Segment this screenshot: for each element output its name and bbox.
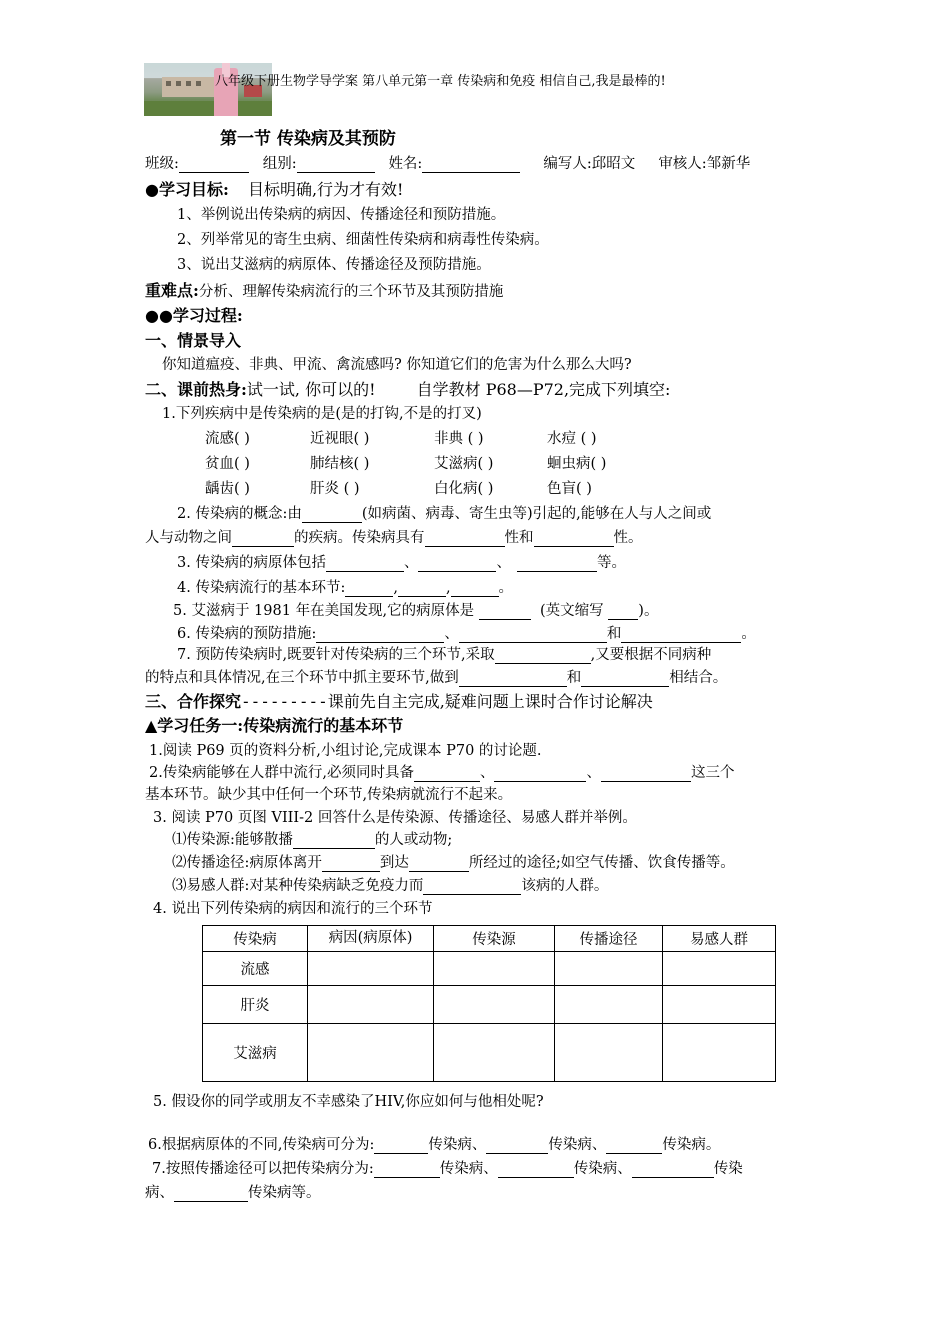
goal-item-3: 3、说出艾滋病的病原体、传播途径及预防措施。 (177, 257, 491, 273)
q2-text: 性。 (613, 530, 643, 546)
table-cell[interactable] (434, 986, 555, 1024)
section-2-heading: 二、课前热身: (145, 380, 247, 399)
disease-table (202, 925, 776, 1082)
q5-blank-1[interactable] (479, 605, 531, 620)
q7-line1 (177, 643, 711, 664)
table-cell[interactable] (663, 986, 776, 1024)
disease-item[interactable]: 龋齿( ) (205, 481, 250, 497)
table-cell[interactable] (434, 1024, 555, 1082)
goal-item-2: 2、列举常见的寄生虫病、细菌性传染病和病毒性传染病。 (177, 232, 549, 248)
q2-line1 (177, 502, 711, 523)
q7-text: 的特点和具体情况,在三个环节中抓主要环节,做到 (145, 670, 459, 686)
q7-text: 7. 预防传染病时,既要针对传染病的三个环节,采取 (177, 647, 495, 663)
disease-row (205, 452, 606, 473)
q7-line2: 的特点和具体情况,在三个环节中抓主要环节,做到 和 相结合。 (145, 670, 728, 686)
group-blank[interactable] (297, 158, 375, 173)
q6-blank-2[interactable] (459, 628, 607, 643)
p7-line2: 病、 传染病等。 (145, 1185, 321, 1201)
q4-blank-3[interactable] (451, 582, 499, 597)
table-header: 病因(病原体) (308, 926, 434, 952)
q7-text: 相结合。 (669, 670, 728, 686)
name-blank[interactable] (422, 158, 520, 173)
table-header: 传播途径 (555, 926, 663, 952)
table-row (203, 952, 776, 986)
task-1-heading: ▲学习任务一:传染病流行的基本环节 (145, 716, 404, 735)
table-cell[interactable] (308, 986, 434, 1024)
disease-row (205, 427, 597, 448)
info-line (145, 152, 750, 173)
name-label: 姓名: (388, 156, 423, 172)
q6-line: 6. 传染病的预防措施: 、 和 。 (177, 626, 756, 642)
q2-text: (如病菌、病毒、寄生虫等)引起的,能够在人与人之间或 (361, 506, 712, 522)
p1-text: 1.阅读 P69 页的资料分析,小组讨论,完成课本 P70 的讨论题. (149, 743, 542, 759)
p6-line: 6.根据病原体的不同,传染病可分为: 传染病、 传染病、 传染病。 (148, 1137, 721, 1153)
q3-blank-1[interactable] (326, 557, 404, 572)
q2-blank-3[interactable] (425, 532, 505, 547)
writer: 编写人:邱昭文 (543, 156, 636, 172)
p7-line1: 7.按照传播途径可以把传染病分为: 传染病、 传染病、 传染 (152, 1161, 743, 1177)
p7-blank-4[interactable] (174, 1187, 248, 1202)
q5-text: (英文缩写 (540, 603, 604, 619)
table-cell[interactable] (555, 1024, 663, 1082)
p7-blank-3[interactable] (632, 1163, 714, 1178)
table-row (203, 986, 776, 1024)
p2-text: 这三个 (690, 765, 735, 781)
class-blank[interactable] (179, 158, 249, 173)
p5-text: 5. 假设你的同学或朋友不幸感染了HIV,你应如何与他相处呢? (153, 1094, 544, 1110)
q3-text: 等。 (596, 555, 626, 571)
key-text: 分析、理解传染病流行的三个环节及其预防措施 (198, 284, 504, 300)
p4-text: 4. 说出下列传染病的病因和流行的三个环节 (153, 901, 433, 917)
q4-blank-1[interactable] (345, 582, 393, 597)
disease-item[interactable]: 艾滋病( ) (434, 456, 494, 472)
q7-text: ,又要根据不同病种 (590, 647, 712, 663)
disease-item[interactable]: 水痘 ( ) (547, 431, 597, 447)
q6-text: 6. 传染病的预防措施: (177, 626, 317, 642)
key-points (145, 278, 503, 301)
table-cell-disease: 肝炎 (203, 986, 308, 1024)
page-header: 八年级下册生物学导学案 第八单元第一章 传染病和免疫 相信自己,我是最棒的! (215, 74, 666, 89)
q4-blank-2[interactable] (398, 582, 446, 597)
disease-item[interactable]: 肝炎 ( ) (310, 481, 360, 497)
q3-text: 3. 传染病的病原体包括 (177, 555, 326, 571)
p2-blank-1[interactable] (414, 767, 480, 782)
table-cell[interactable] (434, 952, 555, 986)
reviewer: 审核人:邹新华 (658, 156, 751, 172)
process-heading: ●●学习过程: (145, 306, 243, 325)
goal-item-1: 1、举例说出传染病的病因、传播途径和预防措施。 (177, 207, 506, 223)
q4-line: 4. 传染病流行的基本环节: , , 。 (177, 580, 514, 596)
q4-text: 4. 传染病流行的基本环节: (177, 580, 346, 596)
goals-heading: ●学习目标: (145, 180, 229, 199)
table-cell[interactable] (555, 986, 663, 1024)
section-2-sub: 试一试, 你可以的! (246, 380, 376, 399)
q6-blank-3[interactable] (621, 628, 741, 643)
q6-blank-1[interactable] (316, 628, 444, 643)
table-cell-disease: 流感 (203, 952, 308, 986)
q1-text: 1.下列疾病中是传染病的是(是的打钩,不是的打叉) (162, 406, 482, 422)
key-label: 重难点: (145, 281, 199, 300)
section-3-text: 课前先自主完成,疑难问题上课时合作讨论解决 (327, 692, 653, 711)
q2-blank-1[interactable] (302, 508, 362, 523)
p3-text: 3. 阅读 P70 页图 VIII-2 回答什么是传染源、传播途径、易感人群并举例。 (153, 810, 637, 826)
disease-item[interactable]: 蛔虫病( ) (547, 456, 607, 472)
table-row (203, 1024, 776, 1082)
q7-blank-2[interactable] (459, 672, 567, 687)
q2-blank-2[interactable] (232, 532, 294, 547)
table-cell-disease: 艾滋病 (203, 1024, 308, 1082)
table-header-row (203, 926, 776, 952)
p6-blank-1[interactable] (374, 1139, 428, 1154)
q7-blank-3[interactable] (581, 672, 669, 687)
q2-text: 人与动物之间 (145, 530, 232, 546)
table-cell[interactable] (663, 952, 776, 986)
p6-blank-2[interactable] (486, 1139, 548, 1154)
table-cell[interactable] (308, 952, 434, 986)
goals-motto: 目标明确,行为才有效! (247, 180, 404, 199)
q2-text: 性和 (504, 530, 534, 546)
p3-3-line: ⑶易感人群:对某种传染病缺乏免疫力而 该病的人群。 (172, 878, 609, 894)
p3-2-blank-2[interactable] (409, 857, 469, 872)
group-label: 组别: (262, 156, 297, 172)
p2-text: 2.传染病能够在人群中流行,必须同时具备 (149, 765, 414, 781)
disease-row (205, 477, 592, 498)
q2-line2 (145, 526, 643, 547)
p2-blank-2[interactable] (494, 767, 586, 782)
p2-blank-3[interactable] (601, 767, 691, 782)
page-title: 第一节 传染病及其预防 (220, 129, 396, 149)
q2-text: 2. 传染病的概念:由 (177, 506, 302, 522)
section-2-heading-line (145, 377, 670, 400)
p7-blank-1[interactable] (374, 1163, 440, 1178)
section-1-text: 你知道瘟疫、非典、甲流、禽流感吗? 你知道它们的危害为什么那么大吗? (162, 357, 632, 373)
q5-text: )。 (638, 603, 659, 619)
p3-3-blank[interactable] (423, 880, 521, 895)
disease-item[interactable]: 非典 ( ) (434, 431, 484, 447)
disease-item[interactable]: 色盲( ) (547, 481, 592, 497)
p3-1-blank[interactable] (293, 834, 375, 849)
q5-line (173, 599, 658, 620)
table-cell[interactable] (308, 1024, 434, 1082)
q2-blank-4[interactable] (534, 532, 614, 547)
q5-blank-2[interactable] (608, 605, 638, 620)
disease-item[interactable]: 白化病( ) (434, 481, 494, 497)
disease-item[interactable]: 近视眼( ) (310, 431, 370, 447)
p7-blank-2[interactable] (498, 1163, 574, 1178)
disease-item[interactable]: 流感( ) (205, 431, 250, 447)
table-header: 传染源 (434, 926, 555, 952)
q2-text: 的疾病。传染病具有 (294, 530, 425, 546)
p3-2-blank-1[interactable] (322, 857, 380, 872)
p3-2-line: ⑵传播途径:病原体离开 到达 所经过的途径;如空气传播、饮食传播等。 (172, 855, 735, 871)
q3-blank-2[interactable] (418, 557, 496, 572)
q3-line: 3. 传染病的病原体包括 、 、 等。 (177, 555, 626, 571)
section-3-heading-line: 三、合作探究---------课前先自主完成,疑难问题上课时合作讨论解决 (145, 692, 653, 711)
disease-item[interactable]: 贫血( ) (205, 456, 250, 472)
section-2-task: 自学教材 P68—P72,完成下列填空: (416, 380, 671, 399)
table-cell[interactable] (555, 952, 663, 986)
table-header: 传染病 (203, 926, 308, 952)
section-3-heading: 三、合作探究 (145, 692, 242, 711)
q5-text: 5. 艾滋病于 1981 年在美国发现,它的病原体是 (173, 603, 475, 619)
goals-heading-line (145, 177, 404, 200)
q7-blank-1[interactable] (495, 649, 591, 664)
disease-item[interactable]: 肺结核( ) (310, 456, 370, 472)
p2-line2: 基本环节。缺少其中任何一个环节,传染病就流行不起来。 (145, 787, 513, 803)
p3-1-line: ⑴传染源:能够散播 的人或动物; (172, 832, 453, 848)
section-1-heading: 一、情景导入 (145, 331, 242, 350)
p6-blank-3[interactable] (606, 1139, 662, 1154)
q3-blank-3[interactable] (517, 557, 597, 572)
p2-line1: 2.传染病能够在人群中流行,必须同时具备 、 、 这三个 (149, 765, 735, 781)
table-header: 易感人群 (663, 926, 776, 952)
table-cell[interactable] (663, 1024, 776, 1082)
class-label: 班级: (145, 156, 179, 172)
